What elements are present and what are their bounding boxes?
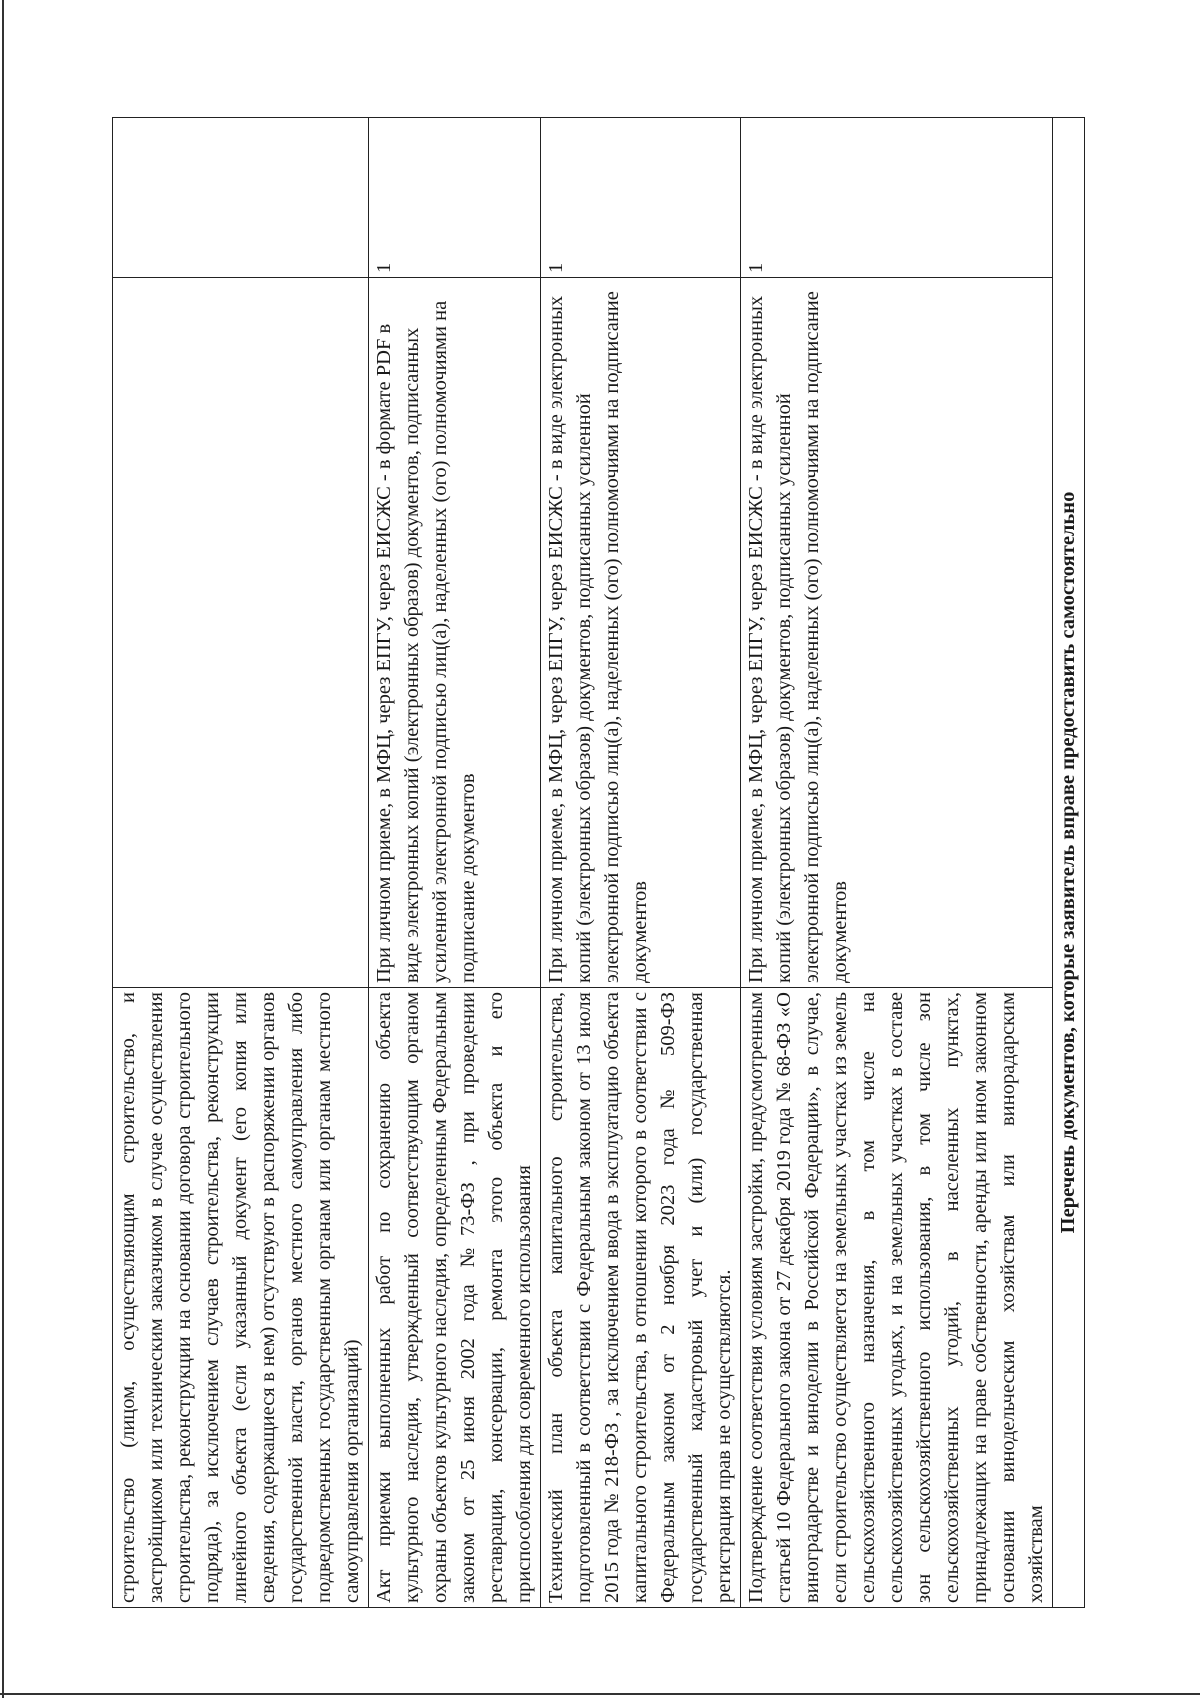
document-description-cell: Технический план объекта капитального строительства, подготовленный в соответствии с Федеральным законом от 13 июля 2015 года № 218-ФЗ , за исключением ввода в эксплуатацию объекта капитального строительства, в отношении которого в соответствии с Федеральным законом от 2 ноября 2023 года № 509-ФЗ государственный кадастровый учет и (или) государственная регистрация прав не осуществляются. — [541, 988, 741, 1608]
table-row — [741, 118, 1053, 1608]
document-description-cell: Подтверждение соответствия условиям застройки, предусмотренным статьей 10 Федерального закона от 27 декабря 2019 года № 68-ФЗ «О виноградарстве и виноделии в Российской Федерации», в случае, если строительство осуществляется на земельных участках из земель сельскохозяйственного назначения, в том числе на сельскохозяйственных угодьях, и на земельных участках в составе зон сельскохозяйственного использования, в том числе зон сельскохозяйственных угодий, в населенных пунктах, принадлежащих на праве собственности, аренды или ином законном основании винодельческим хозяйствам или винорадарским хозяйствам — [741, 988, 1053, 1608]
table-row — [541, 118, 741, 1608]
scan-edge-left — [2, 0, 4, 1698]
scan-edge-bottom — [0, 1693, 1200, 1695]
document-count-cell: 1 — [541, 118, 741, 278]
submission-format-cell: При личном приеме, в МФЦ, через ЕПГУ, через ЕИСЖС - в виде электронных копий (электронных образов) документов, подписанных усиленной электронной подписью лиц(а), наделенных (ого) полномочиями на подписание документов — [741, 278, 1053, 988]
submission-format-cell — [113, 278, 369, 988]
document-count-cell: 1 — [741, 118, 1053, 278]
documents-table — [112, 117, 1085, 1608]
document-description-cell: Акт приемки выполненных работ по сохранению объекта культурного наследия, утвержденный соответствующим органом охраны объектов культурного наследия, определенным Федеральным законом от 25 июня 2002 года №73-ФЗ , при проведении реставрации, консервации, ремонта этого объекта и его приспособления для современного использования — [369, 988, 541, 1608]
document-count-cell — [113, 118, 369, 278]
section-header-row — [1053, 118, 1085, 1608]
section-title: Перечень документов, которые заявитель вправе предоставить самостоятельно — [1053, 118, 1085, 1608]
document-description-cell: строительство (лицом, осуществляющим строительство, и застройщиком или техническим заказчиком в случае осуществления строительства, реконструкции на основании договора строительного подряда), за исключением случаев строительства, реконструкции линейного объекта (если указанный документ (его копия или сведения, содержащиеся в нем) отсутствуют в распоряжении органов государственной власти, органов местного самоуправления либо подведомственных государственным органам или органам местного самоуправления организаций) — [113, 988, 369, 1608]
table-row — [369, 118, 541, 1608]
submission-format-cell: При личном приеме, в МФЦ, через ЕПГУ, через ЕИСЖС - в формате PDF в виде электронных копий (электронных образов) документов, подписанных усиленной электронной подписью лиц(а), наделенных (ого) полномочиями на подписание документов — [369, 278, 541, 988]
rotated-document-page — [112, 118, 1079, 1608]
table-row — [113, 118, 369, 1608]
document-count-cell: 1 — [369, 118, 541, 278]
submission-format-cell: При личном приеме, в МФЦ, через ЕПГУ, через ЕИСЖС - в виде электронных копий (электронных образов) документов, подписанных усиленной электронной подписью лиц(а), наделенных (ого) полномочиями на подписание документов — [541, 278, 741, 988]
